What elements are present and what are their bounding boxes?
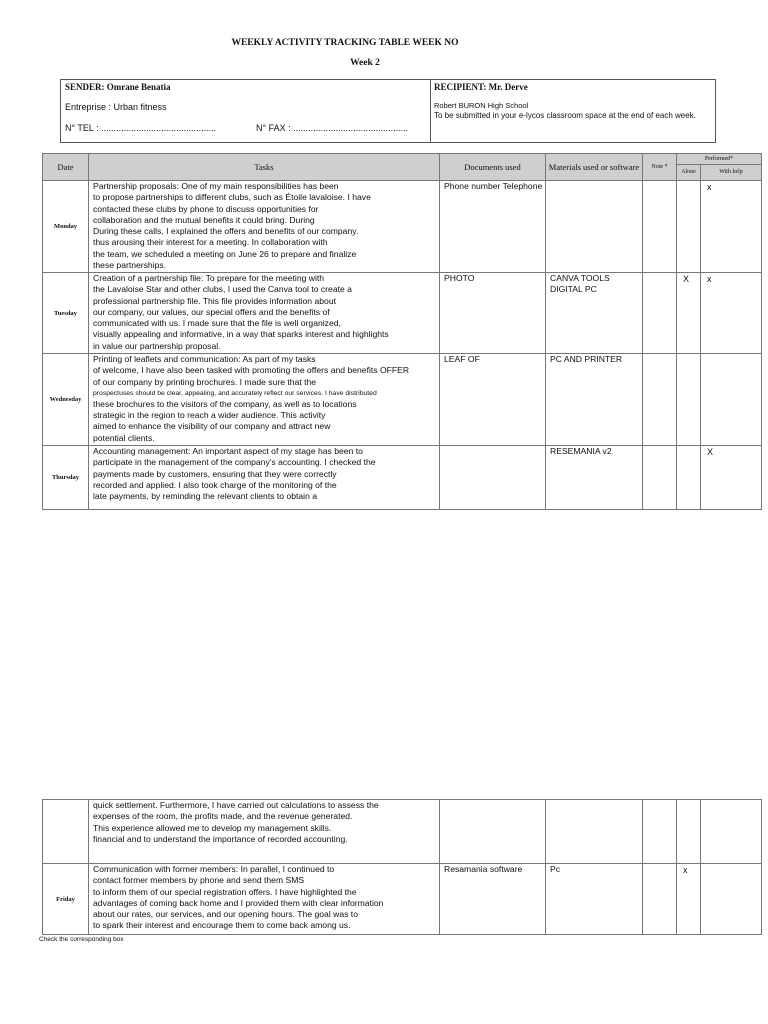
with-help-checkbox[interactable]: X: [701, 446, 762, 510]
alone-checkbox[interactable]: [677, 181, 701, 273]
with-help-checkbox[interactable]: x: [701, 181, 762, 273]
header-materials: Materials used or software: [546, 154, 643, 181]
document-title: WEEKLY ACTIVITY TRACKING TABLE WEEK NO: [231, 38, 459, 48]
documents-cell: [440, 800, 546, 864]
documents-cell: Phone number Telephone: [440, 181, 546, 273]
header-tasks: Tasks: [89, 154, 440, 181]
task-cell: quick settlement. Furthermore, I have carried out calculations to assess the expenses of the room, the profits made, and the revenue generated. This experience allowed me to develop my management skills. financial and to understand the importance of recorded accounting.: [89, 800, 440, 864]
alone-checkbox[interactable]: X: [677, 273, 701, 354]
alone-checkbox[interactable]: x: [677, 864, 701, 935]
header-date: Date: [43, 154, 89, 181]
footnote: Check the corresponding box: [39, 936, 124, 943]
day-cell: Wednesday: [43, 354, 89, 446]
alone-checkbox[interactable]: [677, 800, 701, 864]
recipient-school: Robert BURON High School: [434, 101, 529, 110]
with-help-checkbox[interactable]: x: [701, 273, 762, 354]
task-text-part: prospectuses should be clear, appealing, and accurately reflect our services. I have distributed: [93, 389, 377, 397]
documents-cell: PHOTO: [440, 273, 546, 354]
table-row: [43, 800, 762, 864]
task-cell: Partnership proposals: One of my main responsibilities has been to propose partnerships to different clubs, such as Étoile lavaloise. I have contacted these clubs by phone to discuss opportunities for collaboration and the mutual benefits it could bring. During During these calls, I explained the offers and benefits of our company. thus arousing their interest for a meeting. In collaboration with the team, we scheduled a meeting on June 26 to prepare and finalize these partnerships.: [89, 181, 440, 273]
header-documents: Documents used: [440, 154, 546, 181]
note-cell: [643, 354, 677, 446]
day-cell: Tuesday: [43, 273, 89, 354]
materials-cell: RESEMANIA v2: [546, 446, 643, 510]
table-row: [43, 181, 762, 273]
documents-cell: Resamania software: [440, 864, 546, 935]
task-cell: [89, 354, 440, 446]
sender-fax: N° FAX : ..............................................: [256, 123, 409, 133]
header-note: Note *: [643, 154, 677, 181]
materials-cell: CANVA TOOLS DIGITAL PC: [546, 273, 643, 354]
sender-tel: N° TEL : ..............................................: [65, 123, 217, 133]
task-text-part: these brochures to the visitors of the company, as well as to locations strategic in the region to reach a wider audience. This activity aimed to enhance the visibility of our company and attract new potential clients.: [93, 398, 357, 443]
documents-cell: [440, 446, 546, 510]
table-row: [43, 273, 762, 354]
with-help-checkbox[interactable]: [701, 354, 762, 446]
sender-company: Entreprise : Urban fitness: [65, 102, 167, 112]
materials-cell: PC AND PRINTER: [546, 354, 643, 446]
week-label: Week 2: [350, 58, 380, 68]
materials-cell: [546, 800, 643, 864]
header-with-help: With help: [701, 165, 762, 181]
note-cell: [643, 181, 677, 273]
header-alone: Alone: [677, 165, 701, 181]
day-cell: Monday: [43, 181, 89, 273]
note-cell: [643, 273, 677, 354]
activity-table-continued: [42, 799, 762, 935]
recipient-note: To be submitted in your e-lycos classroom space at the end of each week.: [434, 111, 696, 120]
header-performed: Performed*: [677, 154, 762, 165]
day-cell: Thursday: [43, 446, 89, 510]
materials-cell: Pc: [546, 864, 643, 935]
header-divider: [430, 79, 431, 142]
materials-cell: [546, 181, 643, 273]
note-cell: [643, 446, 677, 510]
activity-table: [42, 153, 762, 510]
task-text-part: Printing of leaflets and communication: As part of my tasks of welcome, I have also been tasked with promoting the offers and benefits OFFER of our company by printing brochures. I made sure that the: [93, 354, 410, 387]
with-help-checkbox[interactable]: [701, 800, 762, 864]
day-cell: [43, 800, 89, 864]
sender-label: SENDER: Omrane Benatia: [65, 82, 171, 92]
table-row: [43, 446, 762, 510]
day-cell: Friday: [43, 864, 89, 935]
recipient-label: RECIPIENT: Mr. Derve: [434, 82, 528, 92]
table-row: [43, 864, 762, 935]
alone-checkbox[interactable]: [677, 354, 701, 446]
table-row: [43, 354, 762, 446]
task-cell: Accounting management: An important aspect of my stage has been to participate in the management of the company's accounting. I checked the payments made by customers, ensuring that they were correctly recorded and applied. I also took charge of the monitoring of the late payments, by reminding the relevant clients to obtain a: [89, 446, 440, 510]
documents-cell: LEAF OF: [440, 354, 546, 446]
with-help-checkbox[interactable]: [701, 864, 762, 935]
alone-checkbox[interactable]: [677, 446, 701, 510]
task-cell: Communication with former members: In parallel, I continued to contact former members by phone and send them SMS to inform them of our special registration offers. I have highlighted the advantages of coming back home and I provided them with clear information about our rates, our services, and our opening hours. The goal was to to spark their interest and encourage them to come back among us.: [89, 864, 440, 935]
note-cell: [643, 864, 677, 935]
note-cell: [643, 800, 677, 864]
task-cell: Creation of a partnership file: To prepare for the meeting with the Lavaloise Star and other clubs, I used the Canva tool to create a professional partnership file. This file provides information about our company, our values, our special offers and the benefits of communicated with us. I made sure that the file is well organized, visually appealing and informative, in a way that sparks interest and highlights in value our partnership proposal.: [89, 273, 440, 354]
